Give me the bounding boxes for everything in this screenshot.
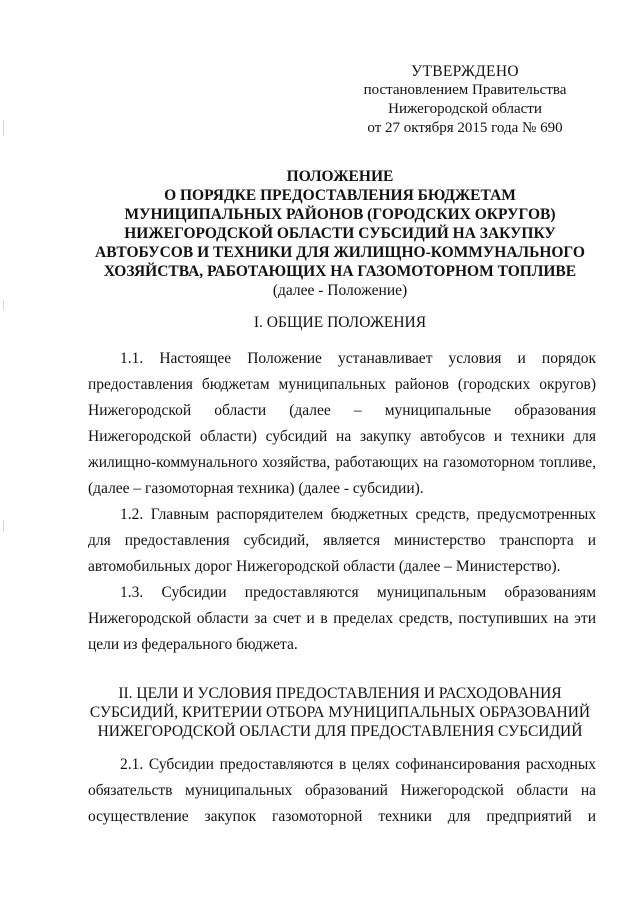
title-subtitle: (далее - Положение) (272, 282, 408, 299)
text-line: 1.3. Субсидии предоставляются муниципальным образованиям (120, 584, 596, 601)
approval-line: Нижегородской области (388, 101, 542, 117)
text-line: осуществление закупок газомоторной техники для предприятий и (88, 808, 596, 825)
scan-edge-mark (3, 120, 4, 136)
scan-edge-mark (3, 300, 4, 310)
text-line: (далее – газомоторная техника) (далее - субсидии). (88, 480, 424, 497)
text-line: предоставления бюджетам муниципальных районов (городских округов) (88, 376, 596, 393)
text-line: 1.1. Настоящее Положение устанавливает условия и порядок (120, 350, 596, 367)
title-line: ХОЗЯЙСТВА, РАБОТАЮЩИХ НА ГАЗОМОТОРНОМ ТОПЛИВЕ (103, 263, 577, 280)
title-line: ПОЛОЖЕНИЕ (286, 168, 394, 185)
heading-line: СУБСИДИЙ, КРИТЕРИИ ОТБОРА МУНИЦИПАЛЬНЫХ ОБРАЗОВАНИЙ (89, 704, 591, 721)
text-line: для предоставления субсидий, является министерство транспорта и (88, 532, 596, 549)
paragraph-1-2 (88, 502, 596, 580)
title-line: О ПОРЯДКЕ ПРЕДОСТАВЛЕНИЯ БЮДЖЕТАМ (164, 187, 516, 204)
title-line: АВТОБУСОВ И ТЕХНИКИ ДЛЯ ЖИЛИЩНО-КОММУНАЛЬНОГО (95, 244, 585, 261)
text-line: автомобильных дорог Нижегородской области (далее – Министерство). (88, 558, 561, 575)
section-heading-1: I. ОБЩИЕ ПОЛОЖЕНИЯ (253, 314, 427, 331)
section-heading-2 (70, 684, 610, 741)
title-line: МУНИЦИПАЛЬНЫХ РАЙОНОВ (ГОРОДСКИХ ОКРУГОВ) (124, 206, 556, 223)
approval-line: постановлением Правительства (363, 82, 567, 98)
text-line: Нижегородской области за счет и в пределах средств, поступивших на эти (88, 610, 596, 627)
title-line: НИЖЕГОРОДСКОЙ ОБЛАСТИ СУБСИДИЙ НА ЗАКУПКУ (124, 225, 556, 242)
heading-line: II. ЦЕЛИ И УСЛОВИЯ ПРЕДОСТАВЛЕНИЯ И РАСХОДОВАНИЯ (118, 685, 562, 702)
approval-stamp (330, 62, 600, 138)
text-line: 1.2. Главным распорядителем бюджетных средств, предусмотренных (120, 506, 596, 523)
text-line: Нижегородской области) субсидий на закупку автобусов и техники для (88, 428, 596, 445)
paragraph-2-1 (88, 752, 596, 830)
text-line: жилищно-коммунального хозяйства, работающих на газомоторном топливе, (88, 454, 596, 471)
paragraph-1-3 (88, 580, 596, 658)
text-line: 2.1. Субсидии предоставляются в целях софинансирования расходных (120, 756, 596, 773)
approval-line: от 27 октября 2015 года № 690 (367, 120, 563, 136)
text-line: обязательств муниципальных образований Нижегородской области на (88, 782, 596, 799)
heading-line: НИЖЕГОРОДСКОЙ ОБЛАСТИ ДЛЯ ПРЕДОСТАВЛЕНИЯ СУБСИДИЙ (97, 723, 583, 740)
text-line: Нижегородской области (далее – муниципальные образования (88, 402, 596, 419)
approval-title: УТВЕРЖДЕНО (411, 63, 519, 80)
text-line: цели из федерального бюджета. (88, 636, 298, 653)
scan-edge-mark (3, 520, 4, 532)
paragraph-1-1 (88, 346, 596, 502)
document-title (70, 167, 610, 300)
